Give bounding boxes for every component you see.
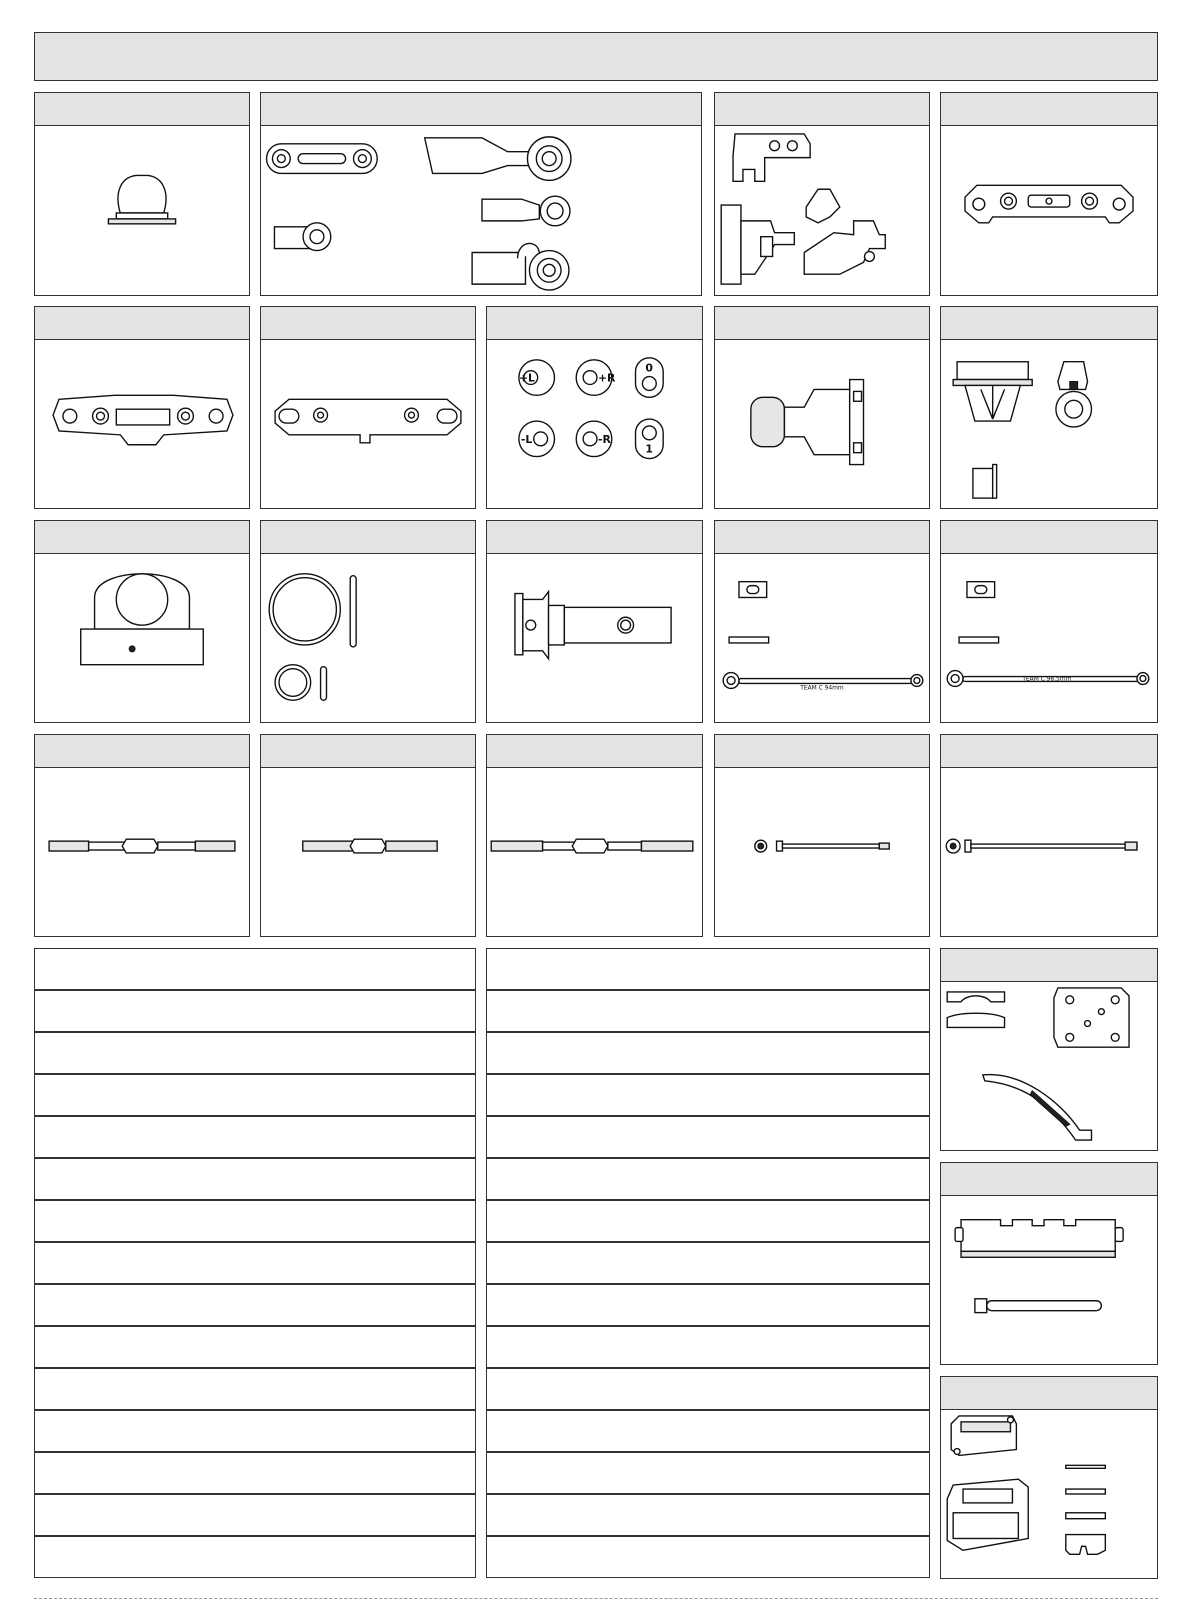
list-item	[486, 1410, 930, 1452]
drive-shaft-98-icon	[941, 554, 1157, 722]
list-item	[486, 1074, 930, 1116]
panel-title	[35, 93, 249, 126]
list-item	[486, 1200, 930, 1242]
panel-hub-carriers	[714, 92, 930, 296]
panel-title	[941, 93, 1157, 126]
panel-hinge-pin-short	[714, 734, 930, 937]
panel-drive-cup	[714, 306, 930, 509]
panel-title	[941, 949, 1157, 982]
panel-receiver-box	[940, 1376, 1158, 1579]
list-item	[34, 948, 476, 990]
list-item	[34, 1410, 476, 1452]
panel-title	[487, 307, 702, 340]
panel-title	[715, 521, 929, 554]
list-item	[34, 1116, 476, 1158]
list-item	[486, 1452, 930, 1494]
list-item	[34, 1032, 476, 1074]
list-item	[34, 1284, 476, 1326]
list-item	[34, 1452, 476, 1494]
list-item	[486, 1242, 930, 1284]
panel-bearing-holder	[940, 306, 1158, 509]
panel-title	[261, 307, 475, 340]
ball-stud-icon	[35, 126, 249, 295]
list-item	[486, 1326, 930, 1368]
receiver-box-spacers-icon	[941, 1410, 1157, 1578]
list-item	[486, 1158, 930, 1200]
panel-title	[941, 521, 1157, 554]
diff-outdrive-icon	[487, 554, 702, 722]
battery-holder-strap-icon	[941, 1196, 1157, 1364]
panel-drive-shaft-94	[714, 520, 930, 723]
panel-title	[261, 93, 701, 126]
page-footer-divider	[34, 1598, 1158, 1599]
turnbuckle-short-icon	[261, 768, 475, 936]
panel-title	[35, 307, 249, 340]
list-item	[486, 1536, 930, 1578]
list-item	[486, 990, 930, 1032]
bearing-holder-icon	[941, 340, 1157, 508]
list-item	[34, 1158, 476, 1200]
insert-label: 1	[645, 442, 653, 456]
list-item	[34, 1326, 476, 1368]
panel-title	[941, 307, 1157, 340]
panel-title	[941, 1163, 1157, 1196]
list-item	[34, 990, 476, 1032]
suspension-mount-icon	[941, 126, 1157, 295]
hinge-pin-long-icon	[941, 768, 1157, 936]
list-item	[486, 1368, 930, 1410]
list-item	[486, 1116, 930, 1158]
list-item	[486, 948, 930, 990]
insert-label: +L	[518, 371, 535, 385]
drive-cup-icon	[715, 340, 929, 508]
list-item	[486, 1284, 930, 1326]
list-item	[34, 1368, 476, 1410]
list-item	[34, 1536, 476, 1578]
panel-front-arm-mount	[34, 306, 250, 509]
panel-title	[941, 1377, 1157, 1410]
list-item	[486, 1032, 930, 1074]
parts-list-right	[486, 948, 930, 1608]
panel-o-rings	[260, 520, 476, 723]
panel-title	[261, 521, 475, 554]
panel-drive-shaft-98	[940, 520, 1158, 723]
list-item	[34, 1200, 476, 1242]
panel-turnbuckle-medium	[486, 734, 703, 937]
front-arm-mount-icon	[35, 340, 249, 508]
panel-suspension-mount	[940, 92, 1158, 296]
panel-title	[35, 521, 249, 554]
clamp-block-icon	[35, 554, 249, 722]
rod-ends-set-icon	[261, 126, 701, 295]
o-rings-icon	[261, 554, 475, 722]
drive-shaft-94-icon	[715, 554, 929, 722]
panel-hinge-pin-long	[940, 734, 1158, 937]
insert-label: -L	[520, 432, 533, 446]
panel-eccentric-inserts	[486, 306, 703, 509]
panel-title	[261, 735, 475, 768]
panel-diff-outdrive	[486, 520, 703, 723]
panel-title	[715, 735, 929, 768]
hinge-pin-short-icon	[715, 768, 929, 936]
page-header	[34, 32, 1158, 81]
panel-title	[35, 735, 249, 768]
panel-battery-holder	[940, 1162, 1158, 1365]
panel-title	[487, 521, 702, 554]
panel-title	[941, 735, 1157, 768]
list-item	[34, 1074, 476, 1116]
panel-title	[487, 735, 702, 768]
motor-mount-brace-icon	[941, 982, 1157, 1150]
list-item	[486, 1494, 930, 1536]
panel-motor-mount-brace	[940, 948, 1158, 1151]
panel-title	[715, 93, 929, 126]
insert-label: +R	[597, 371, 616, 385]
panel-turnbuckle-short	[260, 734, 476, 937]
shaft-engraving: TEAM C 94mm	[800, 685, 844, 692]
eccentric-inserts-icon	[487, 340, 702, 508]
list-item	[34, 1242, 476, 1284]
panel-title	[715, 307, 929, 340]
insert-label: -R	[597, 432, 611, 446]
rear-arm-mount-icon	[261, 340, 475, 508]
turnbuckle-long-icon	[35, 768, 249, 936]
panel-rear-arm-mount	[260, 306, 476, 509]
panel-clamp-block	[34, 520, 250, 723]
hub-carriers-icon	[715, 126, 929, 295]
turnbuckle-medium-icon	[487, 768, 702, 936]
shaft-engraving: TEAM C 98.5mm	[1022, 676, 1072, 683]
panel-turnbuckle-long	[34, 734, 250, 937]
insert-label: 0	[645, 361, 653, 375]
list-item	[34, 1494, 476, 1536]
panel-ball-stud	[34, 92, 250, 296]
parts-list-left	[34, 948, 476, 1608]
panel-rod-ends	[260, 92, 702, 296]
